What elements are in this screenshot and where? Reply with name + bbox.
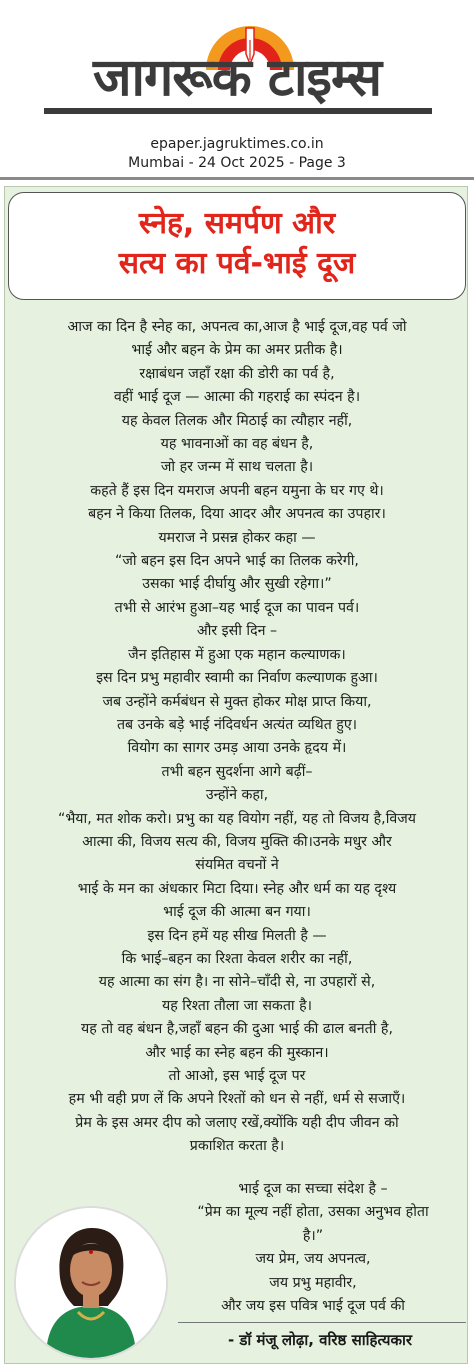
poem-line: जो हर जन्म में साथ चलता है। <box>160 459 314 476</box>
poem-line: भाई दूज की आत्मा बन गया। <box>163 904 311 921</box>
edition-info <box>0 135 474 173</box>
site-url[interactable]: epaper.jagruktimes.co.in <box>150 136 324 152</box>
poem-line: भाई और बहन के प्रेम का अमर प्रतीक है। <box>131 342 343 359</box>
poem-line: जैन इतिहास में हुआ एक महान कल्याणक। <box>128 646 346 663</box>
poem-line: और भाई का स्नेह बहन की मुस्कान। <box>145 1044 329 1061</box>
poem-line: आत्मा की, विजय सत्य की, विजय मुक्ति की।उनके मधुर और <box>82 833 392 850</box>
poem-line: प्रेम के इस अमर दीप को जलाए रखें,क्योंकि यही दीप जीवन को <box>75 1114 399 1131</box>
closing-line: भाई दूज का सच्चा संदेश है – <box>238 1181 388 1197</box>
poem-line: तब उनके बड़े भाई नंदिवर्धन अत्यंत व्यथित हुए। <box>116 716 358 733</box>
poem-line: तभी से आरंभ हुआ–यह भाई दूज का पावन पर्व। <box>114 599 360 616</box>
poem-line: यह केवल तिलक और मिठाई का त्यौहार नहीं, <box>121 412 353 429</box>
poem-line: यह आत्मा का संग है। ना सोने–चाँदी से, ना उपहारों से, <box>98 974 376 991</box>
poem-line: यह रिश्ता तौला जा सकता है। <box>162 997 312 1014</box>
poem-line: “भैया, मत शोक करो। प्रभु का यह वियोग नहीं, यह तो विजय है,विजय <box>57 810 417 827</box>
closing-line: “प्रेम का मूल्य नहीं होता, उसका अनुभव होता <box>197 1204 429 1221</box>
closing-lines <box>160 1178 466 1318</box>
poem-line: संयमित वचनों ने <box>195 857 279 874</box>
poem-line: प्रकाशित करता है। <box>189 1138 285 1155</box>
poem-line: और इसी दिन – <box>196 623 278 640</box>
poem-line: यह तो वह बंधन है,जहाँ बहन की दुआ भाई की ढाल बनती है, <box>81 1021 393 1038</box>
poem-line: कि भाई–बहन का रिश्ता केवल शरीर का नहीं, <box>121 950 353 967</box>
closing-line: है।” <box>302 1227 324 1244</box>
closing-line: जय प्रभु महावीर, <box>269 1274 357 1291</box>
article-title-line-2: सत्य का पर्व-भाई दूज <box>118 246 356 281</box>
closing-line: जय प्रेम, जय अपनत्व, <box>255 1251 371 1268</box>
poem-line: आज का दिन है स्नेह का, अपनत्व का,आज है भाई दूज,वह पर्व जो <box>67 319 407 335</box>
poem-body <box>8 316 466 1159</box>
signature-divider <box>178 1322 466 1323</box>
author-signature: - डॉ मंजू लोढ़ा, वरिष्ठ साहित्यकार <box>227 1331 413 1349</box>
poem-line: हम भी वही प्रण लें कि अपने रिश्तों को धन से नहीं, धर्म से सजाएँ। <box>68 1091 406 1108</box>
closing-line: और जय इस पवित्र भाई दूज पर्व की <box>221 1298 405 1315</box>
poem-line: रक्षाबंधन जहाँ रक्षा की डोरी का पर्व है, <box>139 365 335 382</box>
poem-line: यह भावनाओं का वह बंधन है, <box>160 436 314 453</box>
poem-line: इस दिन प्रभु महावीर स्वामी का निर्वाण कल्याणक हुआ। <box>96 670 378 687</box>
poem-line: उन्होंने कहा, <box>205 787 269 804</box>
poem-line: भाई के मन का अंधकार मिटा दिया। स्नेह और धर्म का यह दृश्य <box>77 880 397 897</box>
logo-underline <box>44 108 432 114</box>
poem-line: उसका भाई दीर्घायु और सुखी रहेगा।” <box>142 576 332 593</box>
poem-line: तभी बहन सुदर्शना आगे बढ़ीं– <box>161 763 313 780</box>
edition-date-page: Mumbai - 24 Oct 2025 - Page 3 <box>128 155 346 171</box>
poem-line: वियोग का सागर उमड़ आया उनके हृदय में। <box>127 740 347 757</box>
poem-line: “जो बहन इस दिन अपने भाई का तिलक करेगी, <box>115 553 359 570</box>
newspaper-logo-text: जागरूक टाइम्स <box>92 48 382 108</box>
poem-line: तो आओ, इस भाई दूज पर <box>168 1068 306 1084</box>
poem-line: यमराज ने प्रसन्न होकर कहा — <box>158 529 316 546</box>
poem-line: जब उन्होंने कर्मबंधन से मुक्त होकर मोक्ष प्राप्त किया, <box>102 693 372 710</box>
article-title-line-1: स्नेह, समर्पण और <box>138 206 336 241</box>
header-divider <box>0 177 474 180</box>
poem-line: बहन ने किया तिलक, दिया आदर और अपनत्व का उपहार। <box>88 506 386 523</box>
article-title-box <box>8 192 466 300</box>
masthead <box>0 0 474 180</box>
poem-line: वहीं भाई दूज — आत्मा की गहराई का स्पंदन है। <box>113 389 361 406</box>
poem-line: इस दिन हमें यह सीख मिलती है — <box>147 927 327 944</box>
poem-line: कहते हैं इस दिन यमराज अपनी बहन यमुना के घर गए थे। <box>90 482 384 499</box>
author-portrait-illustration <box>16 1208 166 1358</box>
author-photo <box>14 1206 168 1360</box>
